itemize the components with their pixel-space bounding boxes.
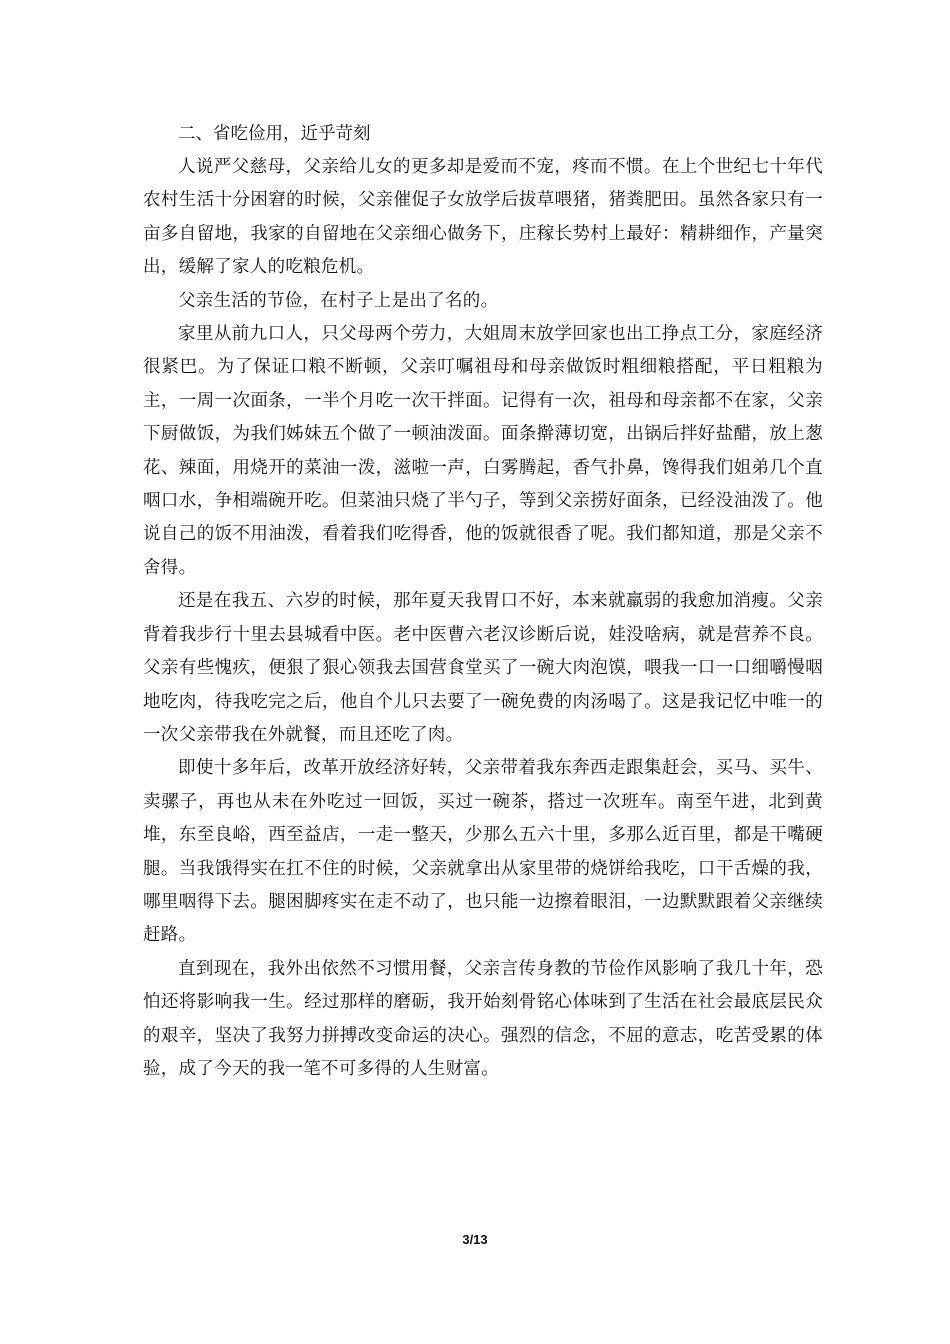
paragraph-2: 父亲生活的节俭，在村子上是出了名的。 [178,290,499,311]
paragraph-3: 家里从前九口人，只父母两个劳力，大姐周末放学回家也出工挣点工分，家庭经济很紧巴。为了保证口粮不断顿，父亲叮嘱祖母和母亲做饭时粗细粮搭配，平日粗粮为主，一周一次面条，一半个月吃一次干拌面。记得有一次，祖母和母亲都不在家，父亲下厨做饭，为我们姊妹五个做了一顿油泼面。面条擀薄切宽，出锅后拌好盐醋，放上葱花、辣面，用烧开的菜油一泼，滋啦一声，白雾腾起，香气扑鼻，馋得我们姐弟几个直咽口水，争相端碗开吃。但菜油只烧了半勺子，等到父亲捞好面条，已经没油泼了。他说自己的饭不用油泼，看着我们吃得香，他的饭就很香了呢。我们都知道，那是父亲不舍得。 [143,324,823,578]
section-heading: 二、省吃俭用，近乎苛刻 [178,124,371,144]
document-body [143,118,823,1086]
paragraph-1: 人说严父慈母，父亲给儿女的更多却是爱而不宠，疼而不惯。在上个世纪七十年代农村生活十分困窘的时候，父亲催促子女放学后拔草喂猪，猪粪肥田。虽然各家只有一亩多自留地，我家的自留地在父亲细心做务下，庄稼长势村上最好：精耕细作，产量突出，缓解了家人的吃粮危机。 [143,157,823,278]
page-number: 3/13 [462,1232,488,1247]
paragraph-5: 即使十多年后，改革开放经济好转，父亲带着我东奔西走跟集赶会，买马、买牛、卖骡子，再也从未在外吃过一回饭，买过一碗茶，搭过一次班车。南至午进，北到黄堆，东至良峪，西至益店，一走一整天，少那么五六十里，多那么近百里，都是干嘴硬腿。当我饿得实在扛不住的时候，父亲就拿出从家里带的烧饼给我吃，口干舌燥的我，哪里咽得下去。腿困脚疼实在走不动了，也只能一边擦着眼泪，一边默默跟着父亲继续赶路。 [143,758,823,946]
paragraph-4: 还是在我五、六岁的时候，那年夏天我胃口不好，本来就羸弱的我愈加消瘦。父亲背着我步行十里去县城看中医。老中医曹六老汉诊断后说，娃没啥病，就是营养不良。父亲有些愧疚，便狠了狠心领我去国营食堂买了一碗大肉泡馍，喂我一口一口细嚼慢咽地吃肉，待我吃完之后，他自个儿只去要了一碗免费的肉汤喝了。这是我记忆中唯一的一次父亲带我在外就餐，而且还吃了肉。 [143,591,823,745]
paragraph-6: 直到现在，我外出依然不习惯用餐，父亲言传身教的节俭作风影响了我几十年，恐怕还将影响我一生。经过那样的磨砺，我开始刻骨铭心体味到了生活在社会最底层民众的艰辛，坚决了我努力拼搏改变命运的决心。强烈的信念，不屈的意志，吃苦受累的体验，成了今天的我一笔不可多得的人生财富。 [143,958,823,1079]
